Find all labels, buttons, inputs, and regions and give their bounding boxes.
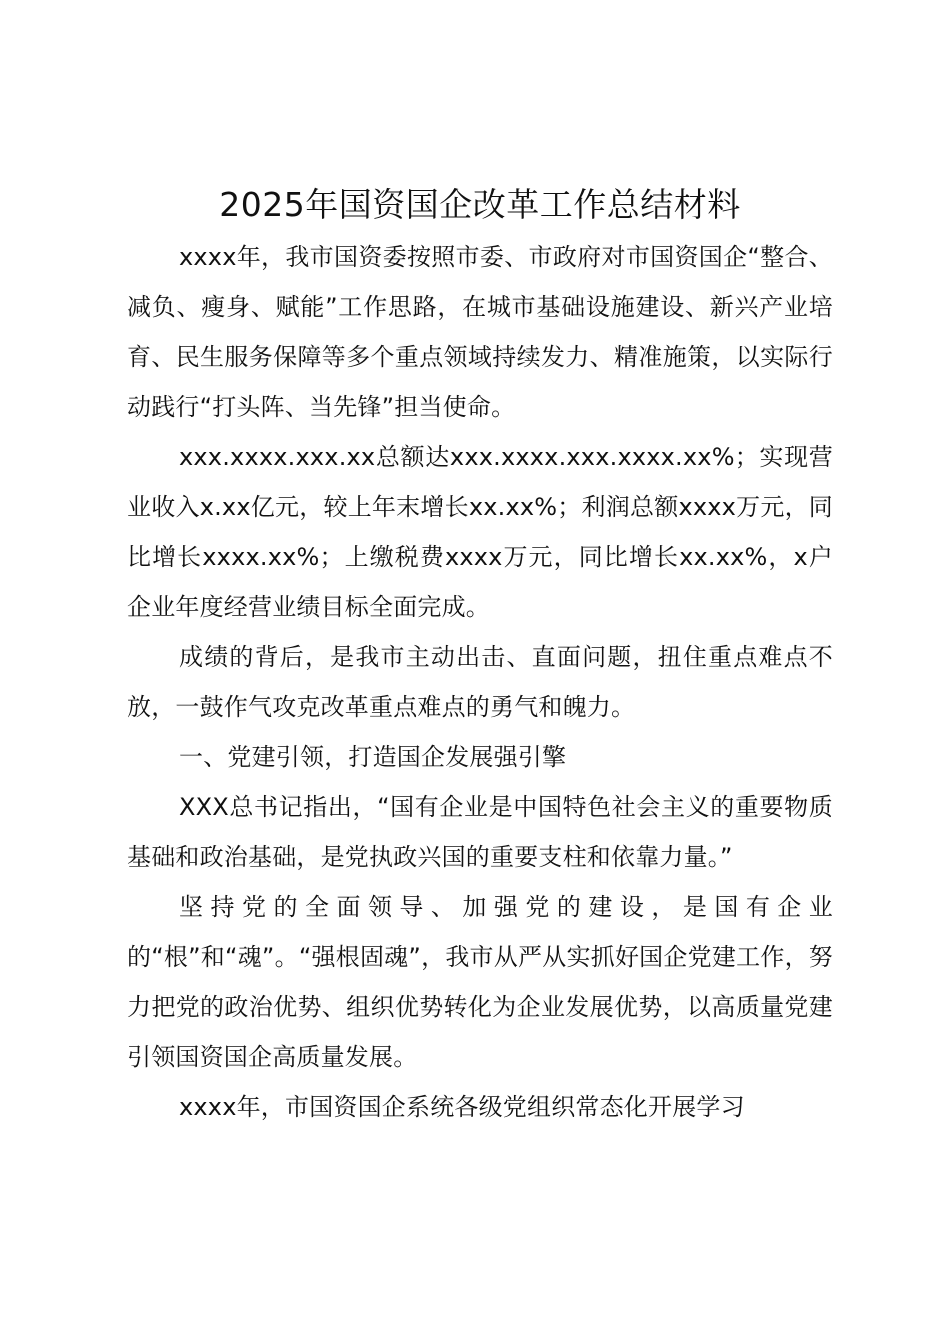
paragraph-party-leadership: 坚持党的全面领导、加强党的建设，是国有企业的“根”和“魂”。“强根固魂”，我市从严从实抓好国企党建工作，努力把党的政治优势、组织优势转化为企业发展优势，以高质量党建引领国资国企高质量发展。 [127,893,833,1071]
document-body [127,178,833,1132]
paragraph-intro: xxxx年，我市国资委按照市委、市政府对市国资国企“整合、减负、瘦身、赋能”工作思路，在城市基础设施建设、新兴产业培育、民生服务保障等多个重点领域持续发力、精准施策，以实际行动践行“打头阵、当先锋”担当使命。 [127,243,833,421]
paragraph-achievements: 成绩的背后，是我市主动出击、直面问题，扭住重点难点不放，一鼓作气攻克改革重点难点的勇气和魄力。 [127,643,833,721]
paragraph-study: xxxx年，市国资国企系统各级党组织常态化开展学习 [179,1093,745,1121]
document-title: 2025年国资国企改革工作总结材料 [219,185,741,224]
paragraph-performance: xxx.xxxx.xxx.xx总额达xxx.xxxx.xxx.xxxx.xx%；实现营业收入x.xx亿元，较上年末增长xx.xx%；利润总额xxxx万元，同比增长xxxx.xx%；上缴税费xxxx万元，同比增长xx.xx%，x户企业年度经营业绩目标全面完成。 [127,443,833,621]
section-heading-party-building: 一、党建引领，打造国企发展强引擎 [179,743,567,771]
paragraph-quote: XXX总书记指出，“国有企业是中国特色社会主义的重要物质基础和政治基础，是党执政兴国的重要支柱和依靠力量。” [127,793,833,871]
